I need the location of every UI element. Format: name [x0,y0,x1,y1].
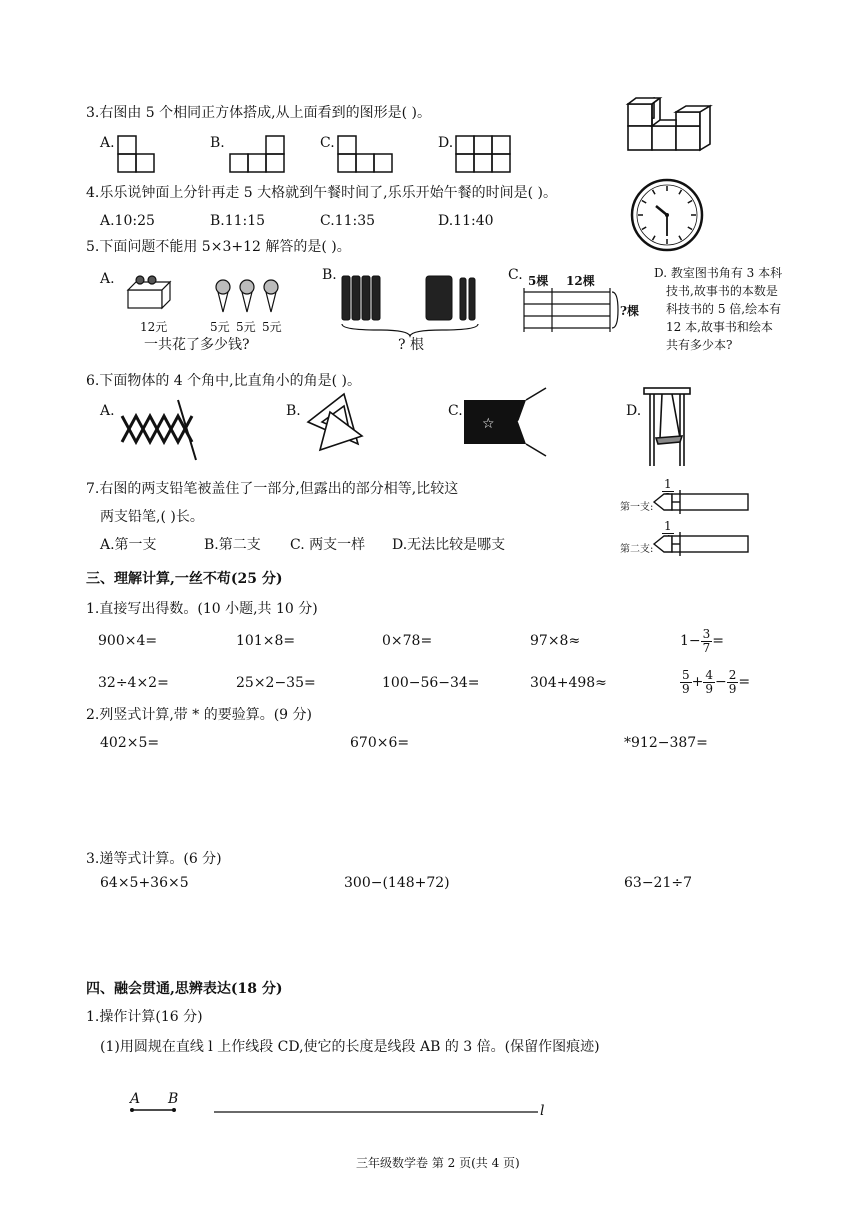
calc-r2-5-a-den: 9 [682,681,690,696]
triangle-ruler-icon [300,392,370,456]
q3-stem: 3.右图由 5 个相同正方体搭成,从上面看到的图形是( )。 [86,105,431,121]
q3-shape-c [336,134,396,174]
q5-a-price-3: 5元 [262,320,282,334]
calc-r2-5-a-num: 5 [682,667,690,682]
q5-d-line5: 共有多少本? [666,338,733,352]
vertical-calc-1: 402×5= [100,735,160,751]
calc-r2-5-suffix: = [738,674,751,690]
calc-r1-1: 900×4= [98,633,158,649]
segment-diagram [522,286,622,336]
q5-option-c-label: C. [508,267,523,283]
q6-option-a: A. [100,403,115,419]
q5-stem: 5.下面问题不能用 5×3+12 解答的是( )。 [86,239,351,255]
q5-a-price-cake: 12元 [140,320,168,334]
q4-option-c: C.11:35 [320,213,376,229]
q6-option-b: B. [286,403,301,419]
point-b-label: B [168,1091,179,1107]
calc-r1-5-den: 7 [702,640,711,655]
section3-q3-title: 3.递等式计算。(6 分) [86,851,222,867]
section4-q1-sub: (1)用圆规在直线 l 上作线段 CD,使它的长度是线段 AB 的 3 倍。(保留作图痕迹) [100,1039,600,1055]
calc-r2-5-op2: − [715,674,727,690]
calc-r2-5 [680,666,750,698]
q5-a-question: 一共花了多少钱? [144,337,250,353]
line-l-label: l [540,1103,545,1119]
vertical-calc-3: *912−387= [624,735,708,751]
q5-a-price-1: 5元 [210,320,230,334]
q5-d-line3: 科技书的 5 倍,绘本有 [666,302,782,316]
point-a-label: A [130,1091,141,1107]
q3-option-c: C. [320,135,335,151]
section3-q1-title: 1.直接写出得数。(10 小题,共 10 分) [86,601,318,617]
stick-bundles-icon [338,268,498,336]
clock-icon [630,178,704,252]
q7-stem-line1: 7.右图的两支铅笔被盖住了一部分,但露出的部分相等,比较这 [86,481,459,497]
calc-r2-5-op1: + [691,674,704,690]
cube-stack-figure [624,96,720,158]
pencil2-label: 第二支: [620,544,654,555]
q3-option-b: B. [210,135,225,151]
q5-d-line1: D. 教室图书角有 3 本科 [654,266,783,280]
q4-stem: 4.乐乐说钟面上分针再走 5 大格就到午餐时间了,乐乐开始午餐的时间是( )。 [86,185,557,201]
q4-option-d: D.11:40 [438,213,494,229]
calc-r2-3: 100−56−34= [382,675,480,691]
calc-r1-5-num: 3 [702,626,711,641]
folding-rack-icon [118,396,202,462]
q3-option-d: D. [438,135,454,151]
q5-b-question: ? 根 [398,337,424,353]
section4-q1-title: 1.操作计算(16 分) [86,1009,203,1025]
calc-r1-2: 101×8= [236,633,296,649]
calc-r2-1: 32÷4×2= [98,675,169,691]
q3-option-a: A. [100,135,115,151]
calc-r2-2: 25×2−35= [236,675,316,691]
svg-text:☆: ☆ [482,416,495,432]
pencil-2-icon [652,532,752,556]
q6-stem: 6.下面物体的 4 个角中,比直角小的角是( )。 [86,373,361,389]
pencil-1-icon [652,490,752,514]
q7-option-d: D.无法比较是哪支 [392,537,506,553]
q6-option-c: C. [448,403,463,419]
calc-r2-5-c-num: 2 [728,667,737,682]
page-footer: 三年级数学卷 第 2 页(共 4 页) [356,1156,520,1170]
calc-r1-5 [680,626,724,656]
pencil2-fraction-num: 1 [664,519,672,533]
calc-r1-4: 97×8≈ [530,633,581,649]
line-l [214,1110,538,1114]
q4-option-a: A.10:25 [100,213,155,229]
pencil1-fraction-num: 1 [664,477,672,491]
vertical-calc-2: 670×6= [350,735,410,751]
calc-r1-5-prefix: 1− [680,633,701,649]
segment-ab [128,1106,178,1114]
q5-a-price-2: 5元 [236,320,256,334]
step-calc-3: 63−21÷7 [624,875,692,891]
swing-icon [640,386,696,468]
q5-option-a-label: A. [100,271,115,287]
q3-shape-b [228,134,288,174]
q7-option-c: C. 两支一样 [290,537,366,553]
calc-r2-5-c-den: 9 [728,681,737,696]
q6-option-d: D. [626,403,642,419]
calc-r2-5-b-den: 9 [705,681,714,696]
q3-shape-a [116,134,156,174]
q7-option-a: A.第一支 [100,537,157,553]
q5-c-label-5: 5棵 [528,274,549,288]
calc-r2-4: 304+498≈ [530,675,607,691]
section3-q2-title: 2.列竖式计算,带 * 的要验算。(9 分) [86,707,312,723]
q7-option-b: B.第二支 [204,537,261,553]
pencil1-label: 第一支: [620,502,654,513]
calc-r1-5-suffix: = [712,633,725,649]
section4-title: 四、融会贯通,思辨表达(18 分) [86,981,283,997]
calc-r1-3: 0×78= [382,633,433,649]
step-calc-1: 64×5+36×5 [100,875,189,891]
step-calc-2: 300−(148+72) [344,875,450,891]
q5-d-line4: 12 本,故事书和绘本 [666,320,773,334]
q7-stem-line2: 两支铅笔,( )长。 [100,509,204,525]
q5-c-label-12: 12棵 [566,274,595,288]
q5-option-b-label: B. [322,267,337,283]
q3-shape-d [454,134,514,174]
q4-option-b: B.11:15 [210,213,266,229]
calc-r2-5-b-num: 4 [705,667,714,682]
section3-title: 三、理解计算,一丝不苟(25 分) [86,571,283,587]
flag-icon [462,386,548,458]
cake-and-icecream-icon [124,272,292,318]
q5-d-line2: 技书,故事书的本数是 [666,284,778,298]
q5-c-side-label: ?棵 [620,304,640,318]
